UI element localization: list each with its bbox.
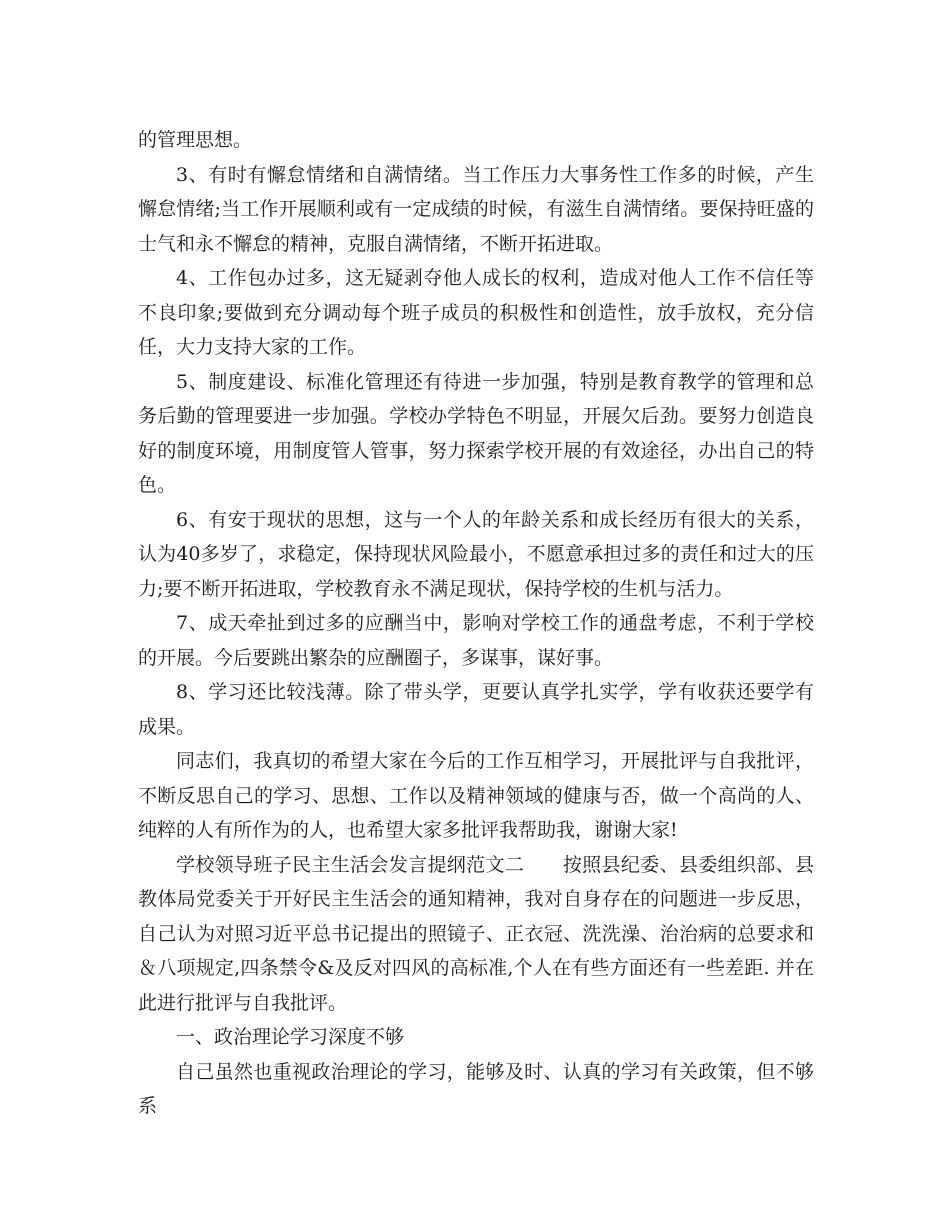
paragraph-section-1-body: 自己虽然也重视政治理论的学习，能够及时、认真的学习有关政策，但不够系 [138,1060,814,1117]
paragraph-item-4: 4、工作包办过多，这无疑剥夺他人成长的权利，造成对他人工作不信任等不良印象;要做到充分调动每个班子成员的积极性和创造性，放手放权，充分信任，大力支持大家的工作。 [138,267,814,358]
paragraph-sample-two-intro: 学校领导班子民主生活会发言提纲范文二 按照县纪委、县委组织部、县教体局党委关于开好民主生活会的通知精神，我对自身存在的问题进一步反思，自己认为对照习近平总书记提出的照镜子、正衣冠、洗洗澡、治治病的总要求和＆八项规定,四条禁令&及反对四风的高标准,个人在有些方面还有一些差距. 并在此进行批评与自我批评。 [138,853,814,1014]
paragraph-continuation: 的管理思想。 [138,129,253,151]
paragraph-item-6: 6、有安于现状的思想，这与一个人的年龄关系和成长经历有很大的关系，认为40多岁了，求稳定，保持现状风险最小，不愿意承担过多的责任和过大的压力;要不断开拓进取，学校教育永不满足现状，保持学校的生机与活力。 [138,508,814,600]
paragraph-item-3: 3、有时有懈怠情绪和自满情绪。当工作压力大事务性工作多的时候，产生懈怠情绪;当工作开展顺利或有一定成绩的时候，有滋生自满情绪。要保持旺盛的士气和永不懈怠的精神，克服自满情绪，不断开拓进取。 [138,163,814,255]
paragraph-closing: 同志们，我真切的希望大家在今后的工作互相学习，开展批评与自我批评，不断反思自己的学习、思想、工作以及精神领域的健康与否，做一个高尚的人、纯粹的人有所作为的人，也希望大家多批评我帮助我，谢谢大家! [138,750,814,841]
paragraph-item-7: 7、成天牵扯到过多的应酬当中，影响对学校工作的通盘考虑，不利于学校的开展。今后要跳出繁杂的应酬圈子，多谋事，谋好事。 [138,612,814,669]
document-body [138,123,814,1124]
paragraph-item-8: 8、学习还比较浅薄。除了带头学，更要认真学扎实学，学有收获还要学有成果。 [138,681,814,738]
paragraph-item-5: 5、制度建设、标准化管理还有待进一步加强，特别是教育教学的管理和总务后勤的管理要进一步加强。学校办学特色不明显，开展欠后劲。要努力创造良好的制度环境，用制度管人管事，努力探索学校开展的有效途径，办出自己的特色。 [138,370,814,496]
section-heading-1: 一、政治理论学习深度不够 [176,1026,405,1048]
